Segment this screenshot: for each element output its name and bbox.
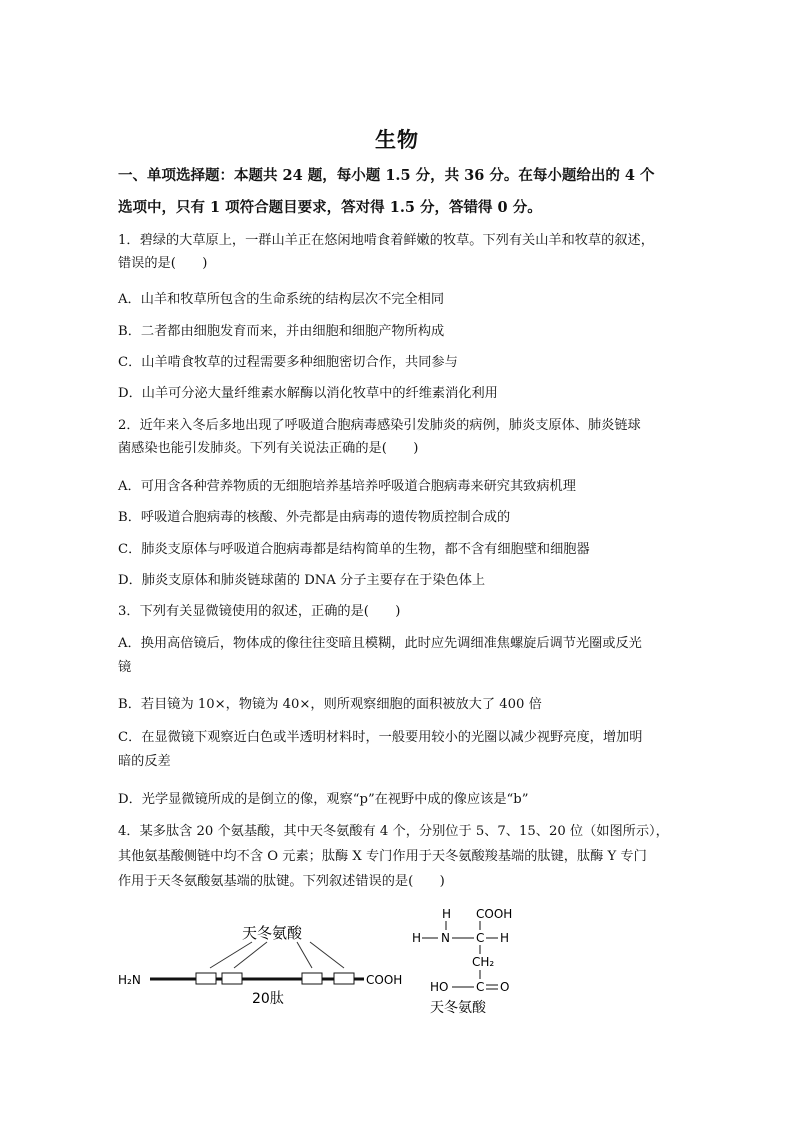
struct-h-left: H <box>412 931 422 945</box>
question-1-stem-line1: 1．碧绿的大草原上，一群山羊正在悠闲地啃食着鲜嫩的牧草。下列有关山羊和牧草的叙述， <box>118 233 654 248</box>
aspartate-box-20 <box>334 973 354 984</box>
question-4-stem-line3: 作用于天冬氨酸氨基端的肽键。下列叙述错误的是( ) <box>118 874 445 889</box>
pointer-line-3 <box>297 942 312 968</box>
question-1-stem-line2: 错误的是( ) <box>118 256 208 271</box>
question-3-option-a-line1: A．换用高倍镜后，物体成的像往往变暗且模糊，此时应先调细准焦螺旋后调节光圈或反光 <box>118 636 642 651</box>
section-heading-line2: 选项中，只有 1 项符合题目要求，答对得 1.5 分，答错得 0 分。 <box>118 199 542 216</box>
cooh-label: COOH <box>366 973 403 987</box>
struct-h-right: H <box>500 931 510 945</box>
question-3-option-c-line2: 暗的反差 <box>118 754 171 769</box>
struct-n: N <box>441 931 450 945</box>
question-1-option-b: B．二者都由细胞发育而来，并由细胞和细胞产物所构成 <box>118 324 445 339</box>
struct-c: C <box>476 931 485 945</box>
pointer-line-4 <box>310 942 344 968</box>
peptide-length-label: 20肽 <box>252 991 284 1007</box>
struct-o: O <box>500 980 510 994</box>
question-3-stem-line1: 3．下列有关显微镜使用的叙述，正确的是( ) <box>118 604 401 619</box>
question-1-option-a: A．山羊和牧草所包含的生命系统的结构层次不完全相同 <box>118 292 445 307</box>
question-1-option-c: C．山羊啃食牧草的过程需要多种细胞密切合作，共同参与 <box>118 355 458 370</box>
question-4-stem-line1: 4．某多肽含 20 个氨基酸，其中天冬氨酸有 4 个，分别位于 5、7、15、20 位（如图所示）， <box>118 824 669 839</box>
question-2-option-b: B．呼吸道合胞病毒的核酸、外壳都是由病毒的遗传物质控制合成的 <box>118 510 511 525</box>
aspartate-box-5 <box>196 973 216 984</box>
pointer-line-2 <box>234 942 267 968</box>
pointer-line-1 <box>210 942 252 968</box>
struct-caption: 天冬氨酸 <box>430 1000 486 1016</box>
question-3-option-c-line1: C．在显微镜下观察近白色或半透明材料时，一般要用较小的光圈以减少视野亮度，增加明 <box>118 730 643 745</box>
h2n-label: H₂N <box>118 973 141 987</box>
struct-cooh: COOH <box>476 907 513 921</box>
question-2-option-a: A．可用含各种营养物质的无细胞培养基培养呼吸道合胞病毒来研究其致病机理 <box>118 479 576 494</box>
struct-c-carboxyl: C <box>476 980 485 994</box>
peptide-figure <box>112 900 592 1020</box>
question-4-stem-line2: 其他氨基酸侧链中均不含 O 元素；肽酶 X 专门作用于天冬氨酸羧基端的肽键，肽酶 Y 专门 <box>118 849 647 864</box>
peptide-figure-svg <box>112 900 592 1020</box>
aspartate-box-15 <box>302 973 322 984</box>
struct-ho: HO <box>430 980 449 994</box>
aspartate-label-top: 天冬氨酸 <box>242 924 303 942</box>
struct-h-top: H <box>442 907 452 921</box>
question-1-option-d: D．山羊可分泌大量纤维素水解酶以消化牧草中的纤维素消化利用 <box>118 386 498 401</box>
question-2-stem-line1: 2．近年来入冬后多地出现了呼吸道合胞病毒感染引发肺炎的病例，肺炎支原体、肺炎链球 <box>118 418 641 433</box>
aspartate-box-7 <box>222 973 242 984</box>
question-2-stem-line2: 菌感染也能引发肺炎。下列有关说法正确的是( ) <box>118 441 419 456</box>
question-3-option-a-line2: 镜 <box>118 660 132 675</box>
question-3-option-b: B．若目镜为 10×，物镜为 40×，则所观察细胞的面积被放大了 400 倍 <box>118 697 542 712</box>
question-2-option-d: D．肺炎支原体和肺炎链球菌的 DNA 分子主要存在于染色体上 <box>118 573 486 588</box>
question-3-option-d: D．光学显微镜所成的是倒立的像，观察“p”在视野中成的像应该是“b” <box>118 792 529 807</box>
struct-ch2: CH₂ <box>472 955 495 969</box>
section-heading-line1: 一、单项选择题：本题共 24 题，每小题 1.5 分，共 36 分。在每小题给出的 4 个 <box>118 167 655 184</box>
page-title: 生物 <box>375 127 419 152</box>
question-2-option-c: C．肺炎支原体与呼吸道合胞病毒都是结构简单的生物，都不含有细胞壁和细胞器 <box>118 542 590 557</box>
